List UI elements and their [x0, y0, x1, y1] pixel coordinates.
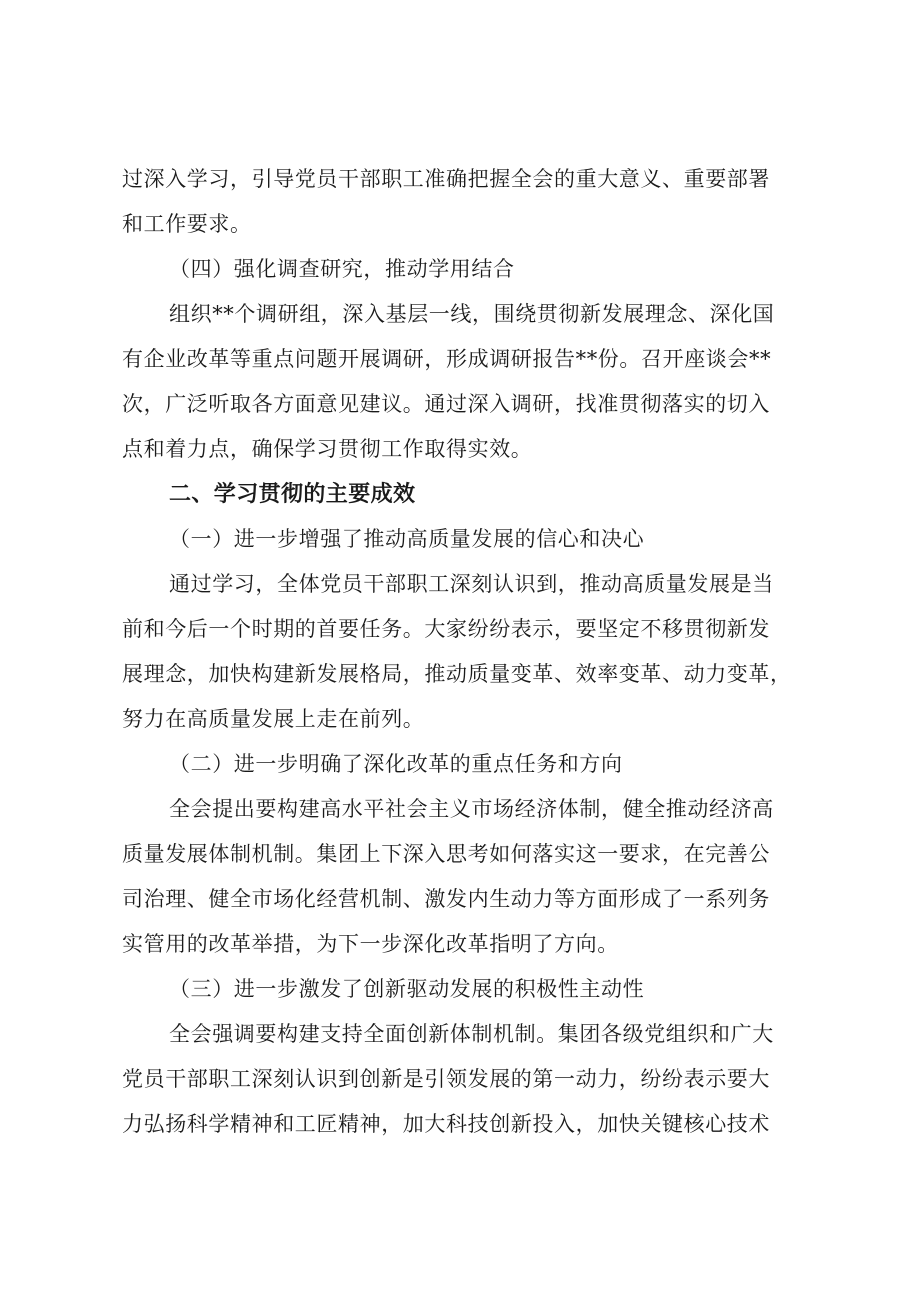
paragraph-line: 力弘扬科学精神和工匠精神，加大科技创新投入，加快关键核心技术 [122, 1112, 770, 1136]
paragraph-line: 全会强调要构建支持全面创新体制机制。集团各级党组织和广大 [169, 1022, 774, 1046]
paragraph-line: 努力在高质量发展上走在前列。 [122, 707, 425, 731]
paragraph-line: 过深入学习，引导党员干部职工准确把握全会的重大意义、重要部署 [122, 167, 770, 191]
section-heading-main-results: 二、学习贯彻的主要成效 [169, 482, 416, 507]
paragraph-line: 组织**个调研组，深入基层一线，围绕贯彻新发展理念、深化国 [169, 302, 775, 326]
subheading-reform-direction: （二）进一步明确了深化改革的重点任务和方向 [169, 752, 623, 776]
paragraph-line: 和工作要求。 [122, 212, 252, 236]
subheading-confidence: （一）进一步增强了推动高质量发展的信心和决心 [169, 527, 645, 551]
paragraph-line: 全会提出要构建高水平社会主义市场经济体制，健全推动经济高 [169, 797, 774, 821]
paragraph-line: 党员干部职工深刻认识到创新是引领发展的第一动力，纷纷表示要大 [122, 1067, 770, 1091]
paragraph-line: 质量发展体制机制。集团上下深入思考如何落实这一要求，在完善公 [122, 842, 770, 866]
subheading-investigation-research: （四）强化调查研究，推动学用结合 [169, 257, 515, 281]
paragraph-line: 点和着力点，确保学习贯彻工作取得实效。 [122, 437, 533, 461]
subheading-innovation: （三）进一步激发了创新驱动发展的积极性主动性 [169, 977, 645, 1001]
paragraph-line: 司治理、健全市场化经营机制、激发内生动力等方面形成了一系列务 [122, 887, 770, 911]
paragraph-line: 次，广泛听取各方面意见建议。通过深入调研，找准贯彻落实的切入 [122, 392, 770, 416]
paragraph-line: 展理念，加快构建新发展格局，推动质量变革、效率变革、动力变革， [122, 662, 792, 686]
paragraph-line: 有企业改革等重点问题开展调研，形成调研报告**份。召开座谈会** [122, 347, 772, 371]
document-body [122, 157, 812, 1147]
paragraph-line: 实管用的改革举措，为下一步深化改革指明了方向。 [122, 932, 619, 956]
paragraph-line: 通过学习，全体党员干部职工深刻认识到，推动高质量发展是当 [169, 572, 774, 596]
paragraph-line: 前和今后一个时期的首要任务。大家纷纷表示，要坚定不移贯彻新发 [122, 617, 770, 641]
